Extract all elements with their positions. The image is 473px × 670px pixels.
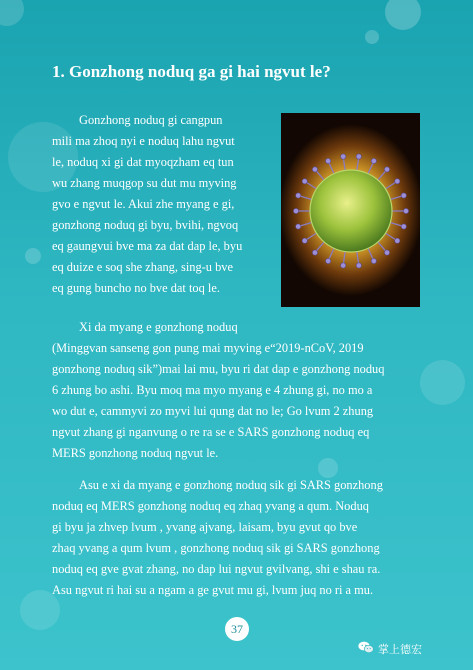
text-line: Asu e xi da myang e gonzhong noduq sik gi SARS gonzhong — [79, 478, 383, 492]
paragraph-1 — [52, 110, 274, 299]
text-line: Xi da myang e gonzhong noduq — [79, 320, 238, 334]
page-number-badge: 37 — [225, 617, 249, 641]
text-line: eq gaungvui bve ma za dat dap le, byu — [52, 239, 243, 253]
paragraph-3 — [52, 475, 424, 601]
wechat-watermark — [358, 641, 422, 657]
text-line: (Minggvan sanseng gon pung mai myving e“2019-nCoV, 2019 — [52, 341, 364, 355]
text-line: gonzhong noduq gi byu, bvihi, ngvoq — [52, 218, 239, 232]
bubble-decoration — [0, 0, 24, 26]
text-line: 6 zhung bo ashi. Byu moq ma myo myang e 4 zhung gi, no mo a — [52, 383, 373, 397]
text-line: eq gung buncho no bve dat toq le. — [52, 281, 220, 295]
text-line: noduq eq gve gvat zhang, no dap lui ngvut gvilvang, shi e shau ra. — [52, 562, 381, 576]
wechat-icon — [358, 641, 374, 659]
bubble-decoration — [365, 30, 379, 44]
coronavirus-illustration — [281, 113, 420, 307]
text-line: gi byu ja zhvep lvum , yvang ajvang, laisam, byu gvut qo bve — [52, 520, 358, 534]
text-line: Gonzhong noduq gi cangpun — [79, 113, 223, 127]
text-line: gonzhong noduq sik”)mai lai mu, byu ri dat dap e gonzhong noduq — [52, 362, 385, 376]
paragraph-2 — [52, 317, 424, 464]
bubble-decoration — [420, 360, 465, 405]
text-line: ngvut zhang gi nganvung o re ra se e SARS gonzhong noduq eq — [52, 425, 370, 439]
text-line: zhaq yvang a qum lvum , gonzhong noduq sik gi SARS gonzhong — [52, 541, 380, 555]
bubble-decoration — [385, 0, 421, 30]
text-line: MERS gonzhong noduq ngvut le. — [52, 446, 219, 460]
text-line: mili ma zhoq nyi e noduq lahu ngvut — [52, 134, 235, 148]
text-line: noduq eq MERS gonzhong noduq eq zhaq yvang a qum. Noduq — [52, 499, 369, 513]
text-line: Asu ngvut ri hai su a ngam a ge gvut mu gi, lvum juq no ri a mu. — [52, 583, 374, 597]
section-title: 1. Gonzhong noduq ga gi hai ngvut le? — [52, 62, 331, 81]
text-line: wu zhang muqgop su dut mu myving — [52, 176, 237, 190]
text-line: gvo e ngvut le. Akui zhe myang e gi, — [52, 197, 235, 211]
text-line: eq duize e soq she zhang, sing-u bve — [52, 260, 233, 274]
text-line: wo dut e, cammyvi zo myvi lui qung dat no le; Go lvum 2 zhung — [52, 404, 374, 418]
bubble-decoration — [25, 248, 41, 264]
text-line: le, noduq xi gi dat myoqzham eq tun — [52, 155, 234, 169]
watermark-text: 掌上德宏 — [378, 643, 422, 656]
